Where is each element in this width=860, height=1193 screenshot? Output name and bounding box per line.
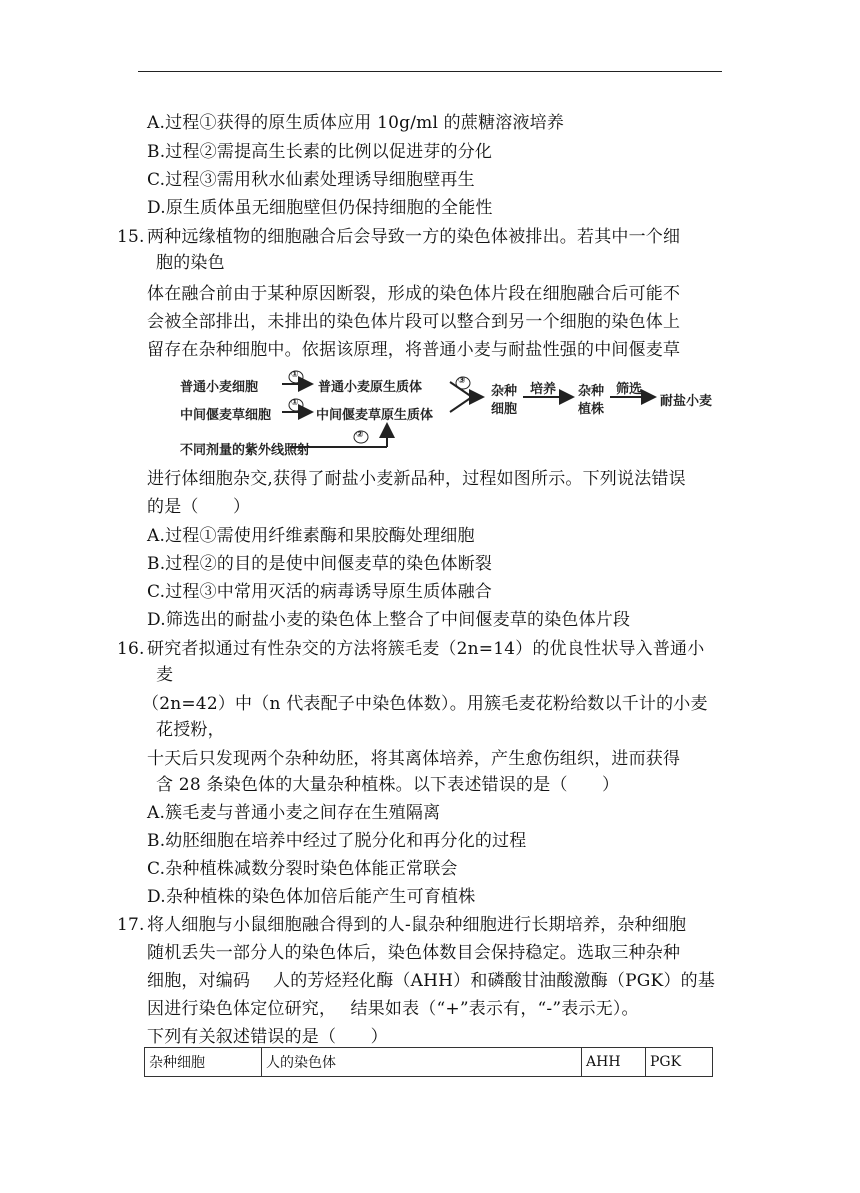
step1-marker-bottom: ① <box>291 398 299 408</box>
q14-option-d: D.原生质体虽无细胞壁但仍保持细胞的全能性 <box>147 198 493 218</box>
q15-option-b: B.过程②的目的是使中间偃麦草的染色体断裂 <box>147 554 493 574</box>
step3-marker: ③ <box>458 376 466 386</box>
table-header-human-chromosome: 人的染色体 <box>262 1048 582 1077</box>
q15-stem-line6: 进行体细胞杂交,获得了耐盐小麦新品种，过程如图所示。下列说法错误 <box>147 469 686 489</box>
q15-stem-line7: 的是（ ） <box>147 497 251 517</box>
uv-treatment-label: 不同剂量的紫外线照射 <box>180 443 311 458</box>
grass-cell-label: 中间偃麦草细胞 <box>180 408 272 423</box>
q16-option-b: B.幼胚细胞在培养中经过了脱分化和再分化的过程 <box>147 831 527 851</box>
q17-stem-line4: 因进行染色体定位研究， 结果如表（“+”表示有，“-”表示无）。 <box>147 999 639 1019</box>
chromosome-table <box>144 1047 713 1077</box>
step2-marker: ② <box>356 430 364 440</box>
q15-stem-line4: 会被全部排出，未排出的染色体片段可以整合到另一个细胞的染色体上 <box>147 312 681 332</box>
salt-tolerant-wheat-label: 耐盐小麦 <box>660 394 713 409</box>
culture-label: 培养 <box>530 382 557 397</box>
q15-option-d: D.筛选出的耐盐小麦的染色体上整合了中间偃麦草的染色体片段 <box>147 610 631 630</box>
table-header-ahh: AHH <box>582 1048 646 1077</box>
header-rule <box>138 71 722 72</box>
q16-stem-line2: 麦 <box>156 665 174 685</box>
fusion-process-diagram <box>180 368 740 460</box>
wheat-protoplast-label: 普通小麦原生质体 <box>318 380 423 395</box>
table-header-pgk: PGK <box>646 1048 713 1077</box>
q15-number: 15. <box>117 227 145 247</box>
hybrid-plant-label-1: 杂种 <box>578 384 605 399</box>
q15-stem-line5: 留存在杂种细胞中。依据该原理，将普通小麦与耐盐性强的中间偃麦草 <box>147 340 681 360</box>
table-header-hybrid-cell: 杂种细胞 <box>145 1048 262 1077</box>
q15-option-a: A.过程①需使用纤维素酶和果胶酶处理细胞 <box>147 526 475 546</box>
q16-option-a: A.簇毛麦与普通小麦之间存在生殖隔离 <box>147 803 441 823</box>
q14-option-a: A.过程①获得的原生质体应用 10g/ml 的蔗糖溶液培养 <box>147 113 565 133</box>
q16-option-c: C.杂种植株减数分裂时染色体能正常联会 <box>147 859 458 879</box>
hybrid-cell-label-2: 细胞 <box>491 402 518 417</box>
q15-stem-line2: 胞的染色 <box>156 253 225 273</box>
screen-label: 筛选 <box>616 382 643 397</box>
q17-stem-line1: 将人细胞与小鼠细胞融合得到的人-鼠杂种细胞进行长期培养，杂种细胞 <box>147 915 687 935</box>
wheat-cell-label: 普通小麦细胞 <box>180 380 259 395</box>
q16-stem-line6: 含 28 条染色体的大量杂种植株。以下表述错误的是（ ） <box>156 775 620 795</box>
q14-option-b: B.过程②需提高生长素的比例以促进芽的分化 <box>147 142 493 162</box>
q16-option-d: D.杂种植株的染色体加倍后能产生可育植株 <box>147 887 476 907</box>
hybrid-cell-label-1: 杂种 <box>491 384 518 399</box>
hybrid-plant-label-2: 植株 <box>578 402 605 417</box>
q15-stem-line3: 体在融合前由于某种原因断裂，形成的染色体片段在细胞融合后可能不 <box>147 284 681 304</box>
q14-option-c: C.过程③需用秋水仙素处理诱导细胞壁再生 <box>147 170 475 190</box>
q17-stem-line5: 下列有关叙述错误的是（ ） <box>147 1027 388 1047</box>
grass-protoplast-label: 中间偃麦草原生质体 <box>316 408 434 423</box>
q16-stem-line4: 花授粉， <box>156 720 225 740</box>
table-header-row <box>145 1048 713 1077</box>
q17-stem-line3: 细胞，对编码 人的芳烃羟化酶（AHH）和磷酸甘油酸激酶（PGK）的基 <box>147 971 716 991</box>
q15-stem-line1: 两种远缘植物的细胞融合后会导致一方的染色体被排出。若其中一个细 <box>147 227 681 247</box>
step1-marker-top: ① <box>291 370 299 380</box>
q15-option-c: C.过程③中常用灭活的病毒诱导原生质体融合 <box>147 582 493 602</box>
q17-number: 17. <box>117 915 145 935</box>
q16-number: 16. <box>117 639 145 659</box>
q16-stem-line1: 研究者拟通过有性杂交的方法将簇毛麦（2n=14）的优良性状导入普通小 <box>147 639 705 659</box>
q16-stem-line3: （2n=42）中（n 代表配子中染色体数）。用簇毛麦花粉给数以千计的小麦 <box>142 694 708 714</box>
q17-stem-line2: 随机丢失一部分人的染色体后，染色体数目会保持稳定。选取三种杂种 <box>147 943 681 963</box>
q16-stem-line5: 十天后只发现两个杂种幼胚，将其离体培养，产生愈伤组织，进而获得 <box>147 749 681 769</box>
